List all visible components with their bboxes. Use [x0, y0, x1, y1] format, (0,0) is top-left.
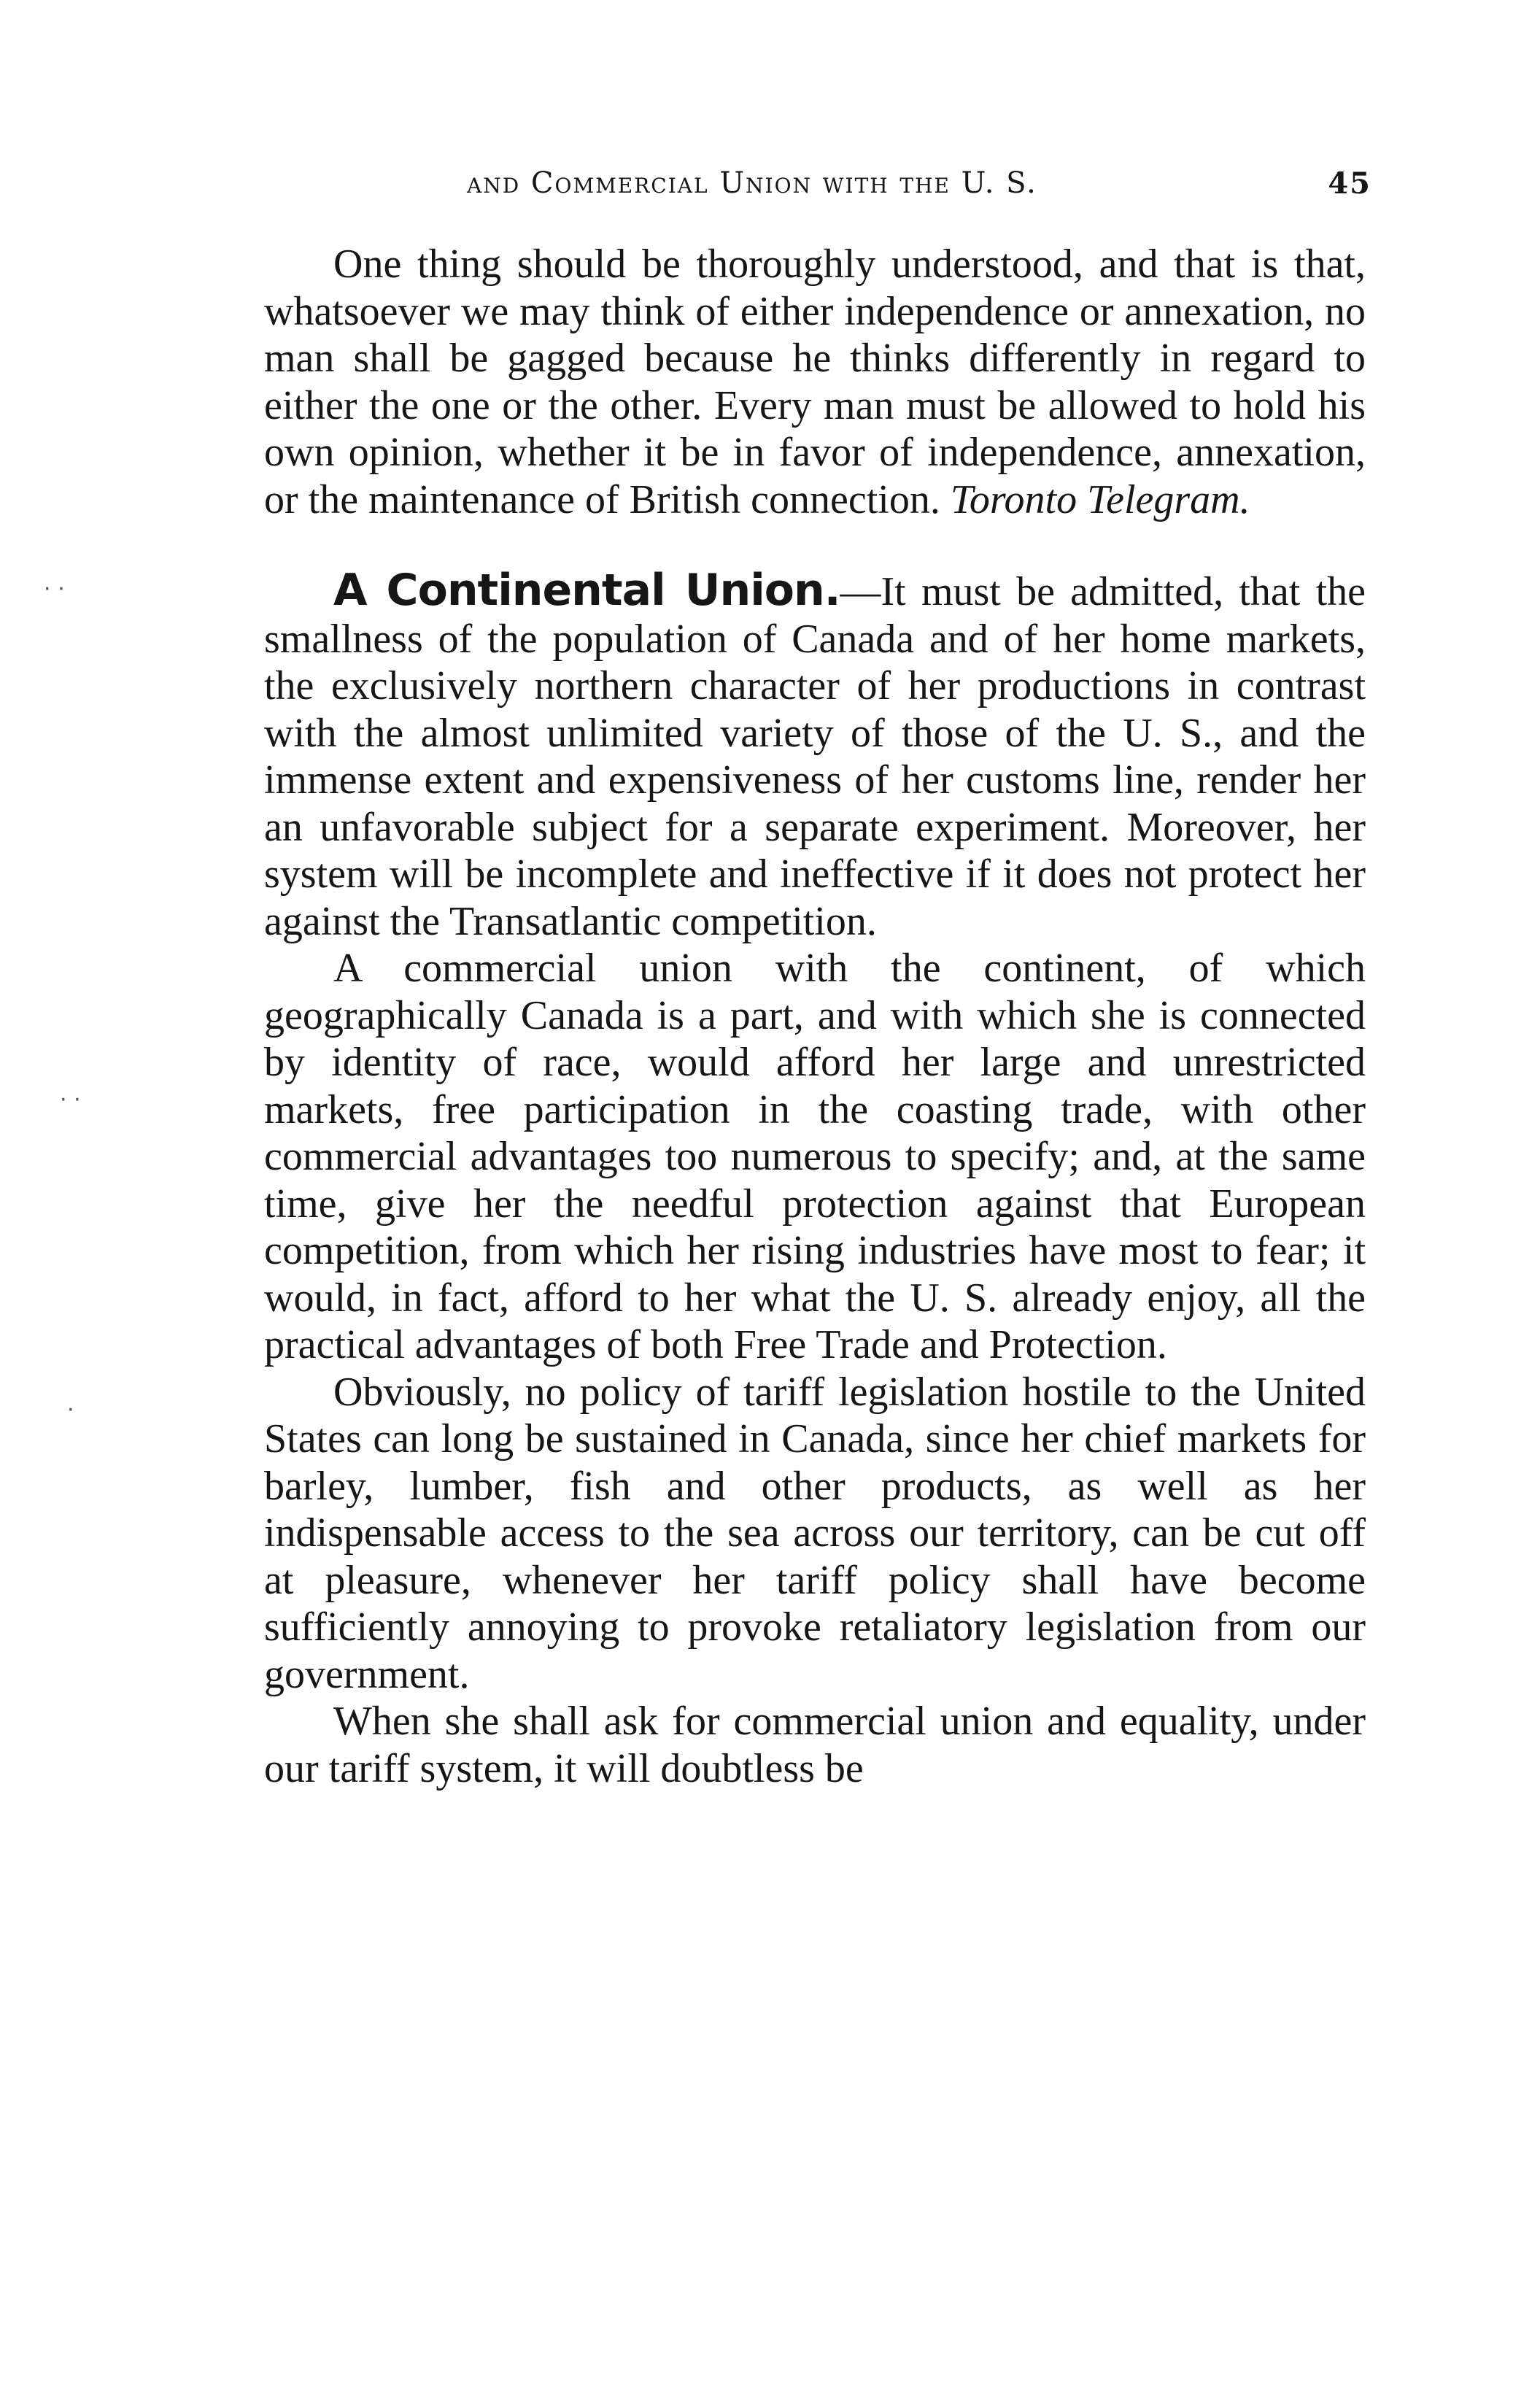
paragraph-continental-union: [264, 567, 1366, 945]
paragraph-text: When she shall ask for commercial union and equality, under our tariff system, it will doubtless be: [264, 1699, 1366, 1791]
paragraph-text: —It must be admitted, that the smallness of the population of Canada and of her home markets, the exclusively northern character of her productions in contrast with the almost unlimited variety of those of the U. S., and the immense extent and expensiveness of her customs line, render her an unfavorable subject for a separate experiment. Moreover, her system will be incomplete and ineffective if it does not protect her against the Transatlantic competition.: [264, 569, 1366, 944]
paragraph-equality: [264, 1698, 1366, 1792]
running-head: [263, 166, 1371, 217]
paragraph-tariff-policy: [264, 1369, 1366, 1699]
body-text: [264, 241, 1366, 1792]
page-number: 45: [1328, 166, 1371, 201]
paragraph-commercial-union: [264, 945, 1366, 1369]
section-heading: A Continental Union.: [333, 565, 840, 616]
paragraph-text: One thing should be thoroughly understood, and that is that, whatsoever we may think of either independence or annexation, no man shall be gagged because he thinks differently in regard to either the one or the other. Every man must be allowed to hold his own opinion, whether it be in favor of independence, annexation, or the maintenance of British connection.: [264, 242, 1366, 522]
paragraph-independence: [264, 241, 1366, 523]
paragraph-gap: [264, 523, 1366, 567]
margin-speck: ·: [67, 1397, 74, 1423]
paragraph-text: Obviously, no policy of tariff legislation hostile to the United States can long be sustained in Canada, since her chief markets for barley, lumber, fish and other products, as well as her indispensable access to the sea across our territory, can be cut off at pleasure, whenever her tariff policy shall have become sufficiently annoying to provoke retaliatory legislation from our government.: [264, 1369, 1366, 1697]
margin-speck: · ·: [60, 1087, 81, 1113]
source-citation: Toronto Telegram.: [950, 476, 1250, 522]
paragraph-text: A commercial union with the continent, of which geographically Canada is a part, and with which she is connected by identity of race, would afford her large and unrestricted markets, free participation in the coasting trade, with other commercial advantages too numerous to specify; and, at the same time, give her the needful protection against that European competition, from which her rising industries have most to fear; it would, in fact, afford to her what the U. S. already enjoy, all the practical advantages of both Free Trade and Protection.: [264, 946, 1366, 1367]
margin-speck: · ·: [44, 576, 65, 602]
running-head-title: and Commercial Union with the U. S.: [467, 166, 1037, 200]
